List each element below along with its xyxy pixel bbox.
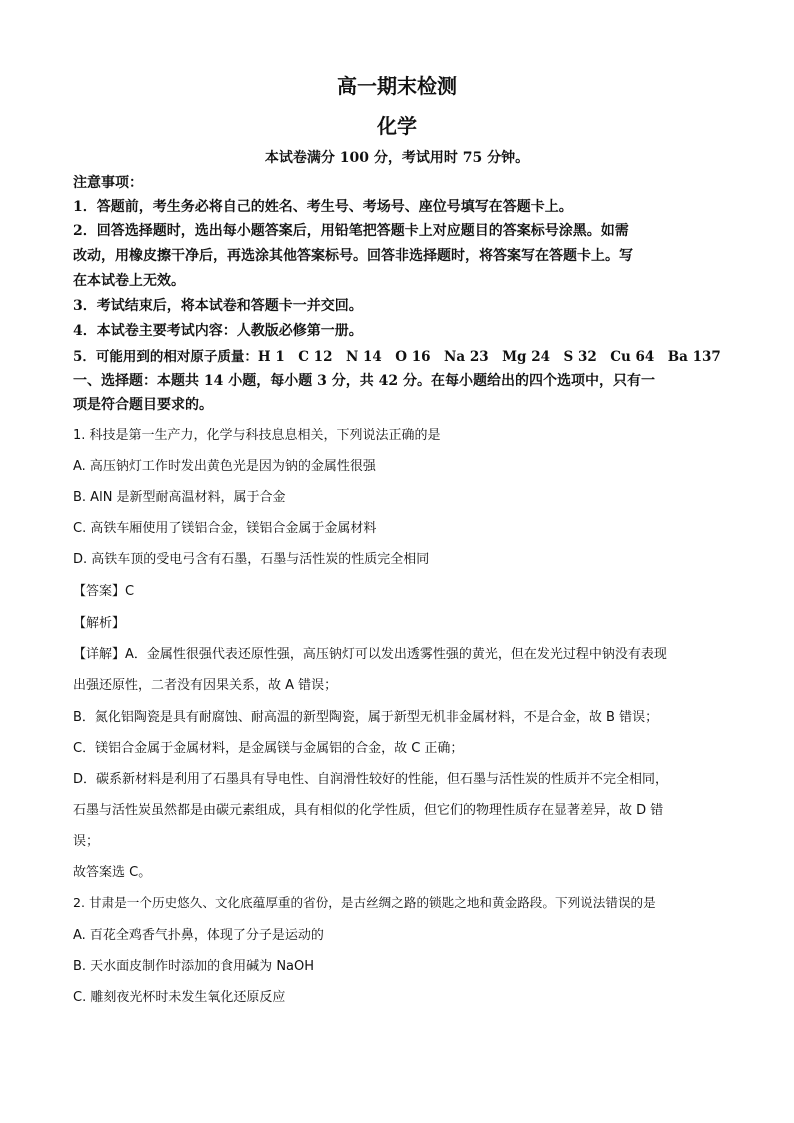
detail-line: D．碳系新材料是利用了石墨具有导电性、自润滑性较好的性能，但石墨与活性炭的性质并不完全相同， — [73, 772, 669, 787]
page-title: 高一期末检测 — [337, 74, 457, 98]
option-c: C. 雕刻夜光杯时未发生氧化还原反应 — [73, 990, 286, 1005]
note-line: 4．本试卷主要考试内容：人教版必修第一册。 — [73, 323, 363, 339]
option-d: D. 高铁车顶的受电弓含有石墨，石墨与活性炭的性质完全相同 — [73, 552, 430, 567]
detail-line: C．镁铝合金属于金属材料，是金属镁与金属铝的合金，故 C 正确； — [73, 741, 464, 756]
option-a: A. 高压钠灯工作时发出黄色光是因为钠的金属性很强 — [73, 459, 376, 474]
note-line: 3．考试结束后，将本试卷和答题卡一并交回。 — [73, 298, 363, 314]
detail-line: 出强还原性，二者没有因果关系，故 A 错误； — [73, 678, 338, 693]
detail-line: B．氮化铝陶瓷是具有耐腐蚀、耐高温的新型陶瓷，属于新型无机非金属材料，不是合金，故 B 错误； — [73, 710, 659, 725]
section-heading: 项是符合题目要求的。 — [73, 397, 213, 413]
answer-label: 【答案】C — [73, 584, 135, 599]
note-line: 改动，用橡皮擦干净后，再选涂其他答案标号。回答非选择题时，将答案写在答题卡上。写 — [73, 248, 633, 264]
section-heading: 一、选择题：本题共 14 小题，每小题 3 分，共 42 分。在每小题给出的四个选项中，只有一 — [73, 373, 655, 389]
detail-line: 误； — [73, 834, 100, 849]
analysis-label: 【解析】 — [73, 616, 126, 631]
option-c: C. 高铁车厢使用了镁铝合金，镁铝合金属于金属材料 — [73, 521, 377, 536]
detail-line: 故答案选 C。 — [73, 865, 152, 880]
question-stem: 1. 科技是第一生产力，化学与科技息息相关，下列说法正确的是 — [73, 428, 441, 443]
option-a: A. 百花全鸡香气扑鼻，体现了分子是运动的 — [73, 928, 324, 943]
detail-line: 【详解】A．金属性很强代表还原性强，高压钠灯可以发出透雾性强的黄光，但在发光过程中钠没有表现 — [73, 647, 667, 662]
detail-line: 石墨与活性炭虽然都是由碳元素组成，具有相似的化学性质，但它们的物理性质存在显著差异，故 D 错 — [73, 803, 664, 818]
option-b: B. 天水面皮制作时添加的食用碱为 NaOH — [73, 959, 315, 974]
note-line: 2．回答选择题时，选出每小题答案后，用铅笔把答题卡上对应题目的答案标号涂黑。如需 — [73, 223, 629, 239]
notes-heading: 注意事项： — [73, 175, 143, 191]
subject-title: 化学 — [377, 114, 417, 138]
exam-info: 本试卷满分 100 分，考试用时 75 分钟。 — [264, 150, 530, 166]
option-b: B. AlN 是新型耐高温材料，属于合金 — [73, 490, 286, 505]
note-line: 1．答题前，考生务必将自己的姓名、考生号、考场号、座位号填写在答题卡上。 — [73, 199, 573, 215]
note-line: 在本试卷上无效。 — [73, 273, 185, 289]
question-stem: 2. 甘肃是一个历史悠久、文化底蕴厚重的省份，是古丝绸之路的锁匙之地和黄金路段。下列说法错误的是 — [73, 895, 656, 910]
note-line: 5．可能用到的相对原子质量：H 1 C 12 N 14 O 16 Na 23 Mg 24 S 32 Cu 64 Ba 137 — [73, 349, 721, 365]
